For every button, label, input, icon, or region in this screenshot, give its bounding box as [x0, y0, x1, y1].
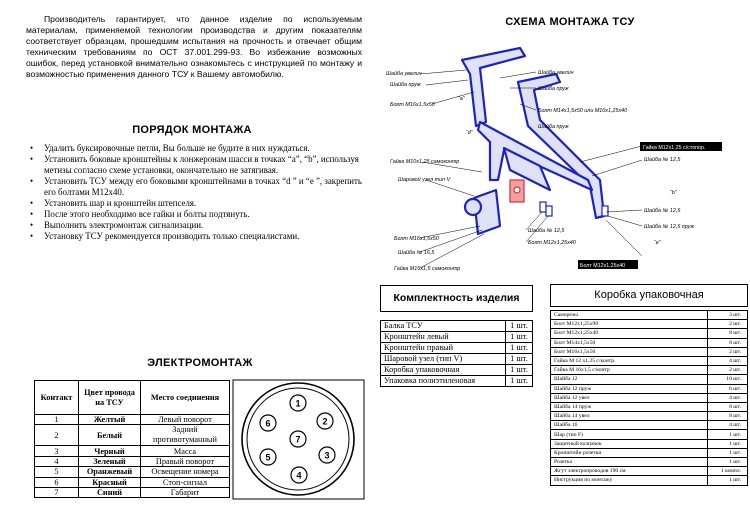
- wire-color: Красный: [79, 477, 141, 487]
- table-row: [35, 456, 230, 466]
- label-nut-m10: Гайка М10х1,25 самоконтр: [390, 159, 460, 165]
- item-name: Болт М12х1,25х40: [551, 329, 708, 338]
- label-bolt-m14: Болт М14х1,5х50 или М10х1,25х40: [538, 108, 628, 114]
- item-qty: 4 шт.: [708, 356, 748, 365]
- point-a: “a”: [458, 96, 465, 102]
- contact-number: 2: [35, 425, 79, 446]
- item-qty: 1 шт.: [708, 458, 748, 467]
- table-row: [35, 415, 230, 425]
- pin-label: 4: [296, 470, 302, 481]
- point-b: “b”: [670, 190, 677, 196]
- item-name: Розетка: [551, 458, 708, 467]
- kit-title: Комплектность изделия: [380, 285, 533, 312]
- item-qty: 1 шт.: [506, 321, 533, 332]
- connection-place: Левый поворот: [141, 415, 230, 425]
- step-item: • Установить шар и кронштейн штепселя.: [30, 198, 370, 209]
- step-item: • После этого необходимо все гайки и болты подтянуть.: [30, 209, 370, 220]
- item-qty: 1 шт.: [708, 448, 748, 457]
- wiring-table: [34, 380, 230, 498]
- header-connection: Место соединения: [141, 381, 230, 415]
- table-row: [551, 347, 748, 356]
- table-row: [381, 332, 533, 343]
- label-nut-m16: Гайка М16х1,5 самоконтр: [394, 266, 461, 272]
- table-row: [551, 311, 748, 320]
- scheme-title: СХЕМА МОНТАЖА ТСУ: [505, 16, 635, 28]
- table-row: [551, 402, 748, 411]
- item-qty: 1 компл.: [708, 467, 748, 476]
- table-row: [551, 338, 748, 347]
- table-row: [551, 384, 748, 393]
- contact-number: 3: [35, 446, 79, 456]
- wire-color: Зеленый: [79, 456, 141, 466]
- point-d: “d”: [466, 130, 473, 136]
- table-row: [35, 477, 230, 487]
- label-washer-wide-2: Шайба увелич: [538, 70, 574, 76]
- table-row: [551, 439, 748, 448]
- item-qty: 1 шт.: [506, 343, 533, 354]
- item-qty: 10 шт.: [708, 375, 748, 384]
- table-row: [381, 365, 533, 376]
- item-qty: 8 шт.: [708, 402, 748, 411]
- item-qty: 6 шт.: [708, 384, 748, 393]
- item-name: Болт М12х1,25х90: [551, 320, 708, 329]
- table-row: [381, 321, 533, 332]
- table-row: [551, 476, 748, 485]
- wire-color: Черный: [79, 446, 141, 456]
- table-row: [381, 343, 533, 354]
- item-name: Балка ТСУ: [381, 321, 506, 332]
- table-row: [35, 425, 230, 446]
- wire-color: Оранжевый: [79, 467, 141, 477]
- pin-label: 5: [265, 452, 271, 463]
- item-name: Коробка упаковочная: [381, 365, 506, 376]
- label-ball-unit: Шаровой узел тип V: [398, 177, 451, 183]
- contact-number: 1: [35, 415, 79, 425]
- item-name: Шайба 12: [551, 375, 708, 384]
- right-bracket: [518, 74, 604, 218]
- table-row: [551, 329, 748, 338]
- box-table: [550, 310, 748, 486]
- table-row: [551, 448, 748, 457]
- label-washer-12-1: Шайба № 12,5: [644, 157, 681, 163]
- table-row: [551, 421, 748, 430]
- item-name: Болт М16х1,5х50: [551, 347, 708, 356]
- table-row: [35, 487, 230, 497]
- item-qty: 8 шт.: [708, 412, 748, 421]
- connection-place: Габарит: [141, 487, 230, 497]
- kit-table: [380, 320, 533, 387]
- item-name: Шайба 16: [551, 421, 708, 430]
- item-qty: 2 шт.: [708, 320, 748, 329]
- connection-place: Масса: [141, 446, 230, 456]
- table-row: [35, 467, 230, 477]
- step-item: • Установить боковые кронштейны к лонжеронам шасси в точках “a”, “b”, используя метизы согласно схеме установки, окончательно не затягивая.: [30, 154, 370, 176]
- connection-place: Правый поворот: [141, 456, 230, 466]
- item-qty: 1 шт.: [506, 365, 533, 376]
- item-qty: 8 шт.: [708, 329, 748, 338]
- table-row: [381, 354, 533, 365]
- pin-label: 7: [295, 434, 301, 445]
- item-name: Шайба 14 пруж: [551, 402, 708, 411]
- kit-contents: [380, 285, 533, 387]
- item-qty: 2 шт.: [708, 366, 748, 375]
- item-name: Шаровой узел (тип V): [381, 354, 506, 365]
- item-name: Кронштейн левый: [381, 332, 506, 343]
- electrical-title: ЭЛЕКТРОМОНТАЖ: [147, 357, 253, 369]
- step-item: • Установить ТСУ между его боковыми кронштейнами в точках “d ” и “e ”, закрепить его болтами M12x40.: [30, 176, 370, 198]
- item-qty: 8 шт.: [708, 338, 748, 347]
- pin-label: 3: [324, 450, 330, 461]
- connection-place: Стоп-сигнал: [141, 477, 230, 487]
- box-title: Коробка упаковочная: [550, 284, 748, 307]
- table-row: [551, 430, 748, 439]
- table-row: [551, 366, 748, 375]
- wire-color: Белый: [79, 425, 141, 446]
- label-bolt-m12-1: Болт М12х1,25х40: [528, 240, 576, 246]
- item-qty: 1 шт.: [506, 376, 533, 387]
- table-row: [551, 393, 748, 402]
- connection-place: Освещение номера: [141, 467, 230, 477]
- table-row: [551, 320, 748, 329]
- point-e: “e”: [654, 240, 661, 246]
- socket-pinout-diagram: [232, 379, 365, 500]
- item-name: Упаковка полиэтиленовая: [381, 376, 506, 387]
- item-name: Гайка М 16х1,5 с/контр: [551, 366, 708, 375]
- item-qty: 1 шт.: [506, 354, 533, 365]
- item-qty: 3 шт.: [708, 311, 748, 320]
- installation-diagram: [370, 30, 750, 280]
- label-washer-16: Шайба № 16,5: [398, 250, 435, 256]
- item-qty: 4 шт.: [708, 421, 748, 430]
- installation-order-title: ПОРЯДОК МОНТАЖА: [132, 124, 252, 136]
- pin-label: 1: [295, 398, 301, 409]
- connection-place: Задний противотуманный: [141, 425, 230, 446]
- item-qty: 1 шт.: [708, 439, 748, 448]
- label-nut-m12-locking: Гайка М12х1,25 с/стопор.: [643, 145, 706, 151]
- label-bolt-m16-1: Болт М16х1,5х50: [390, 102, 435, 108]
- item-name: Инструкция по монтажу: [551, 476, 708, 485]
- item-name: Жгут электропроводов 190 см: [551, 467, 708, 476]
- item-qty: 4 шт.: [708, 393, 748, 402]
- towbar-frame: [462, 48, 604, 234]
- left-bracket: [462, 48, 525, 126]
- table-header-row: [35, 381, 230, 415]
- tow-ball: [465, 199, 481, 215]
- label-bolt-m12-2: Болт М12х1,25х40: [580, 263, 626, 269]
- table-row: [551, 412, 748, 421]
- table-row: [551, 375, 748, 384]
- item-name: Защитный колпачок: [551, 439, 708, 448]
- table-row: [551, 356, 748, 365]
- installation-steps: [30, 143, 370, 242]
- item-name: Шайба 12 увел: [551, 393, 708, 402]
- label-washer-12-3: Шайба № 12,5: [644, 208, 681, 214]
- step-item: • Выполнить электромонтаж сигнализации.: [30, 220, 370, 231]
- wire-color: Желтый: [79, 415, 141, 425]
- step-item: • Удалить буксировочные петли, Вы больше не будите в них нуждаться.: [30, 143, 370, 154]
- label-washer-wide-1: Шайба увелич: [386, 71, 422, 77]
- item-name: Саморезы: [551, 311, 708, 320]
- label-washer-12-2: Шайба № 12,5: [528, 228, 565, 234]
- wire-color: Синий: [79, 487, 141, 497]
- header-contact: Контакт: [35, 381, 79, 415]
- table-row: [551, 458, 748, 467]
- item-qty: 1 шт.: [506, 332, 533, 343]
- item-qty: 1 шт.: [708, 476, 748, 485]
- table-row: [35, 446, 230, 456]
- label-washer-spring-2: Шайба пруж: [538, 86, 569, 92]
- step-item: • Установку ТСУ рекомендуется производить только специалистами.: [30, 231, 370, 242]
- contact-number: 5: [35, 467, 79, 477]
- intro-paragraph: Производитель гарантирует, что данное изделие по используемым материалам, применяемой технологии производства и другим показателям соответствует образцам, прошедшим испытания на прочность и отвечает общим техническим требованиям по ОСТ 37.001.299-93. Во избежание возможных ошибок, перед установкой внимательно ознакомьтесь с инструкцией по монтажу и возможностью применения данного ТСУ к Вашему автомобилю.: [26, 14, 362, 79]
- header-wire-color: Цвет провода на ТСУ: [79, 381, 141, 415]
- packaging-box: [550, 284, 748, 486]
- table-row: [551, 467, 748, 476]
- label-washer-spring-3: Шайба пруж: [538, 124, 569, 130]
- item-name: Кронштейн правый: [381, 343, 506, 354]
- table-row: [381, 376, 533, 387]
- pin-label: 2: [322, 416, 328, 427]
- item-qty: 1 шт.: [708, 430, 748, 439]
- contact-number: 6: [35, 477, 79, 487]
- contact-number: 7: [35, 487, 79, 497]
- label-bolt-m16-2: Болт М16х1,5х50: [394, 236, 439, 242]
- label-washer-12-spring: Шайба № 12,5 пруж: [644, 224, 695, 230]
- item-name: Шар (тип F): [551, 430, 708, 439]
- pin-label: 6: [265, 418, 271, 429]
- item-name: Шайба 14 увел: [551, 412, 708, 421]
- contact-number: 4: [35, 456, 79, 466]
- item-qty: 2 шт.: [708, 347, 748, 356]
- item-name: Кронштейн розетки: [551, 448, 708, 457]
- item-name: Болт М14х1,5х50: [551, 338, 708, 347]
- label-washer-spring-1: Шайба пруж: [390, 82, 421, 88]
- item-name: Шайба 12 пруж: [551, 384, 708, 393]
- item-name: Гайка М 12 х1,25 с/контр.: [551, 356, 708, 365]
